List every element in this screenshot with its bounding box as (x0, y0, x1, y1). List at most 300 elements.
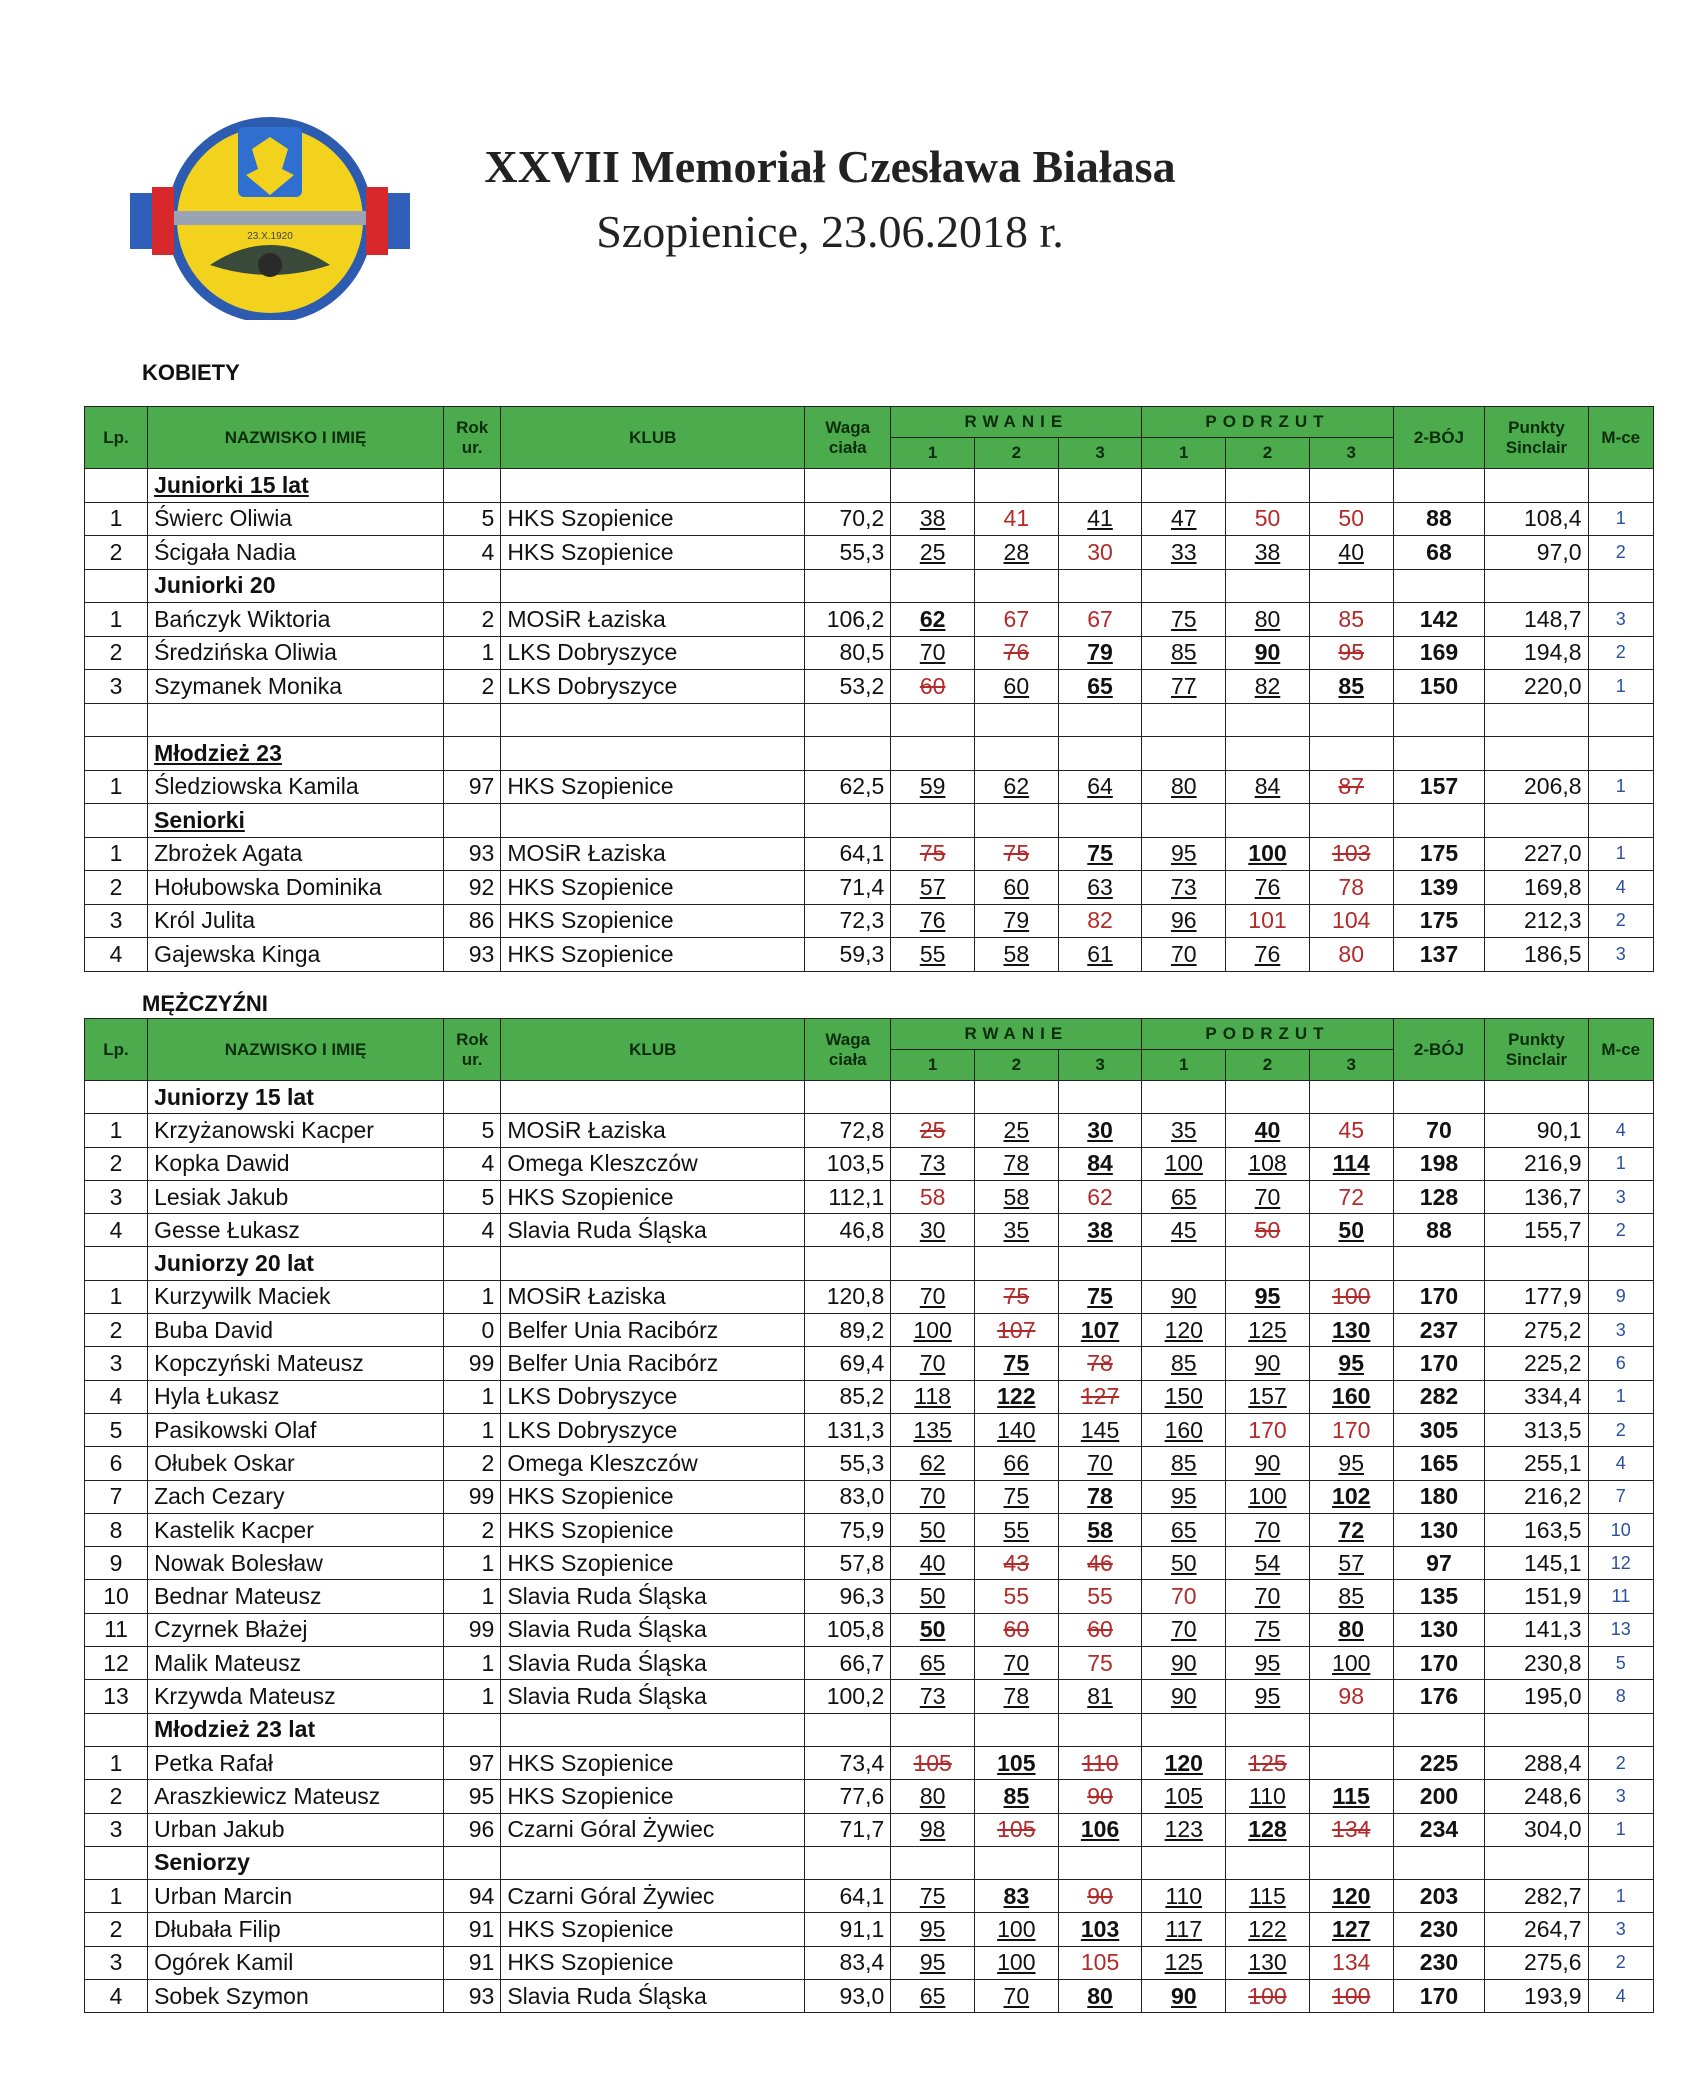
snatch-attempt-1 (891, 1913, 975, 1946)
cj-attempt-2 (1226, 1114, 1310, 1147)
sinclair-points: 275,2 (1485, 1314, 1588, 1347)
col-place-line1: M-ce (1601, 427, 1641, 447)
sinclair-points: 255,1 (1485, 1447, 1588, 1480)
snatch-attempt-3 (1058, 603, 1142, 637)
birth-year: 1 (443, 1547, 500, 1580)
federation-logo (130, 115, 410, 320)
sinclair-points: 194,8 (1485, 636, 1588, 670)
cj-attempt-1 (1142, 1180, 1226, 1213)
attempt-value: 25 (919, 1116, 946, 1143)
attempt-value: 65 (919, 1982, 946, 2009)
attempt-value: 55 (1003, 1583, 1030, 1610)
snatch-attempt-1 (891, 1214, 975, 1247)
attempt-value: 95 (919, 1916, 946, 1943)
body-weight: 64,1 (805, 1880, 891, 1913)
sinclair-points: 108,4 (1485, 502, 1588, 536)
club-name: HKS Szopienice (501, 1547, 805, 1580)
total-value: 130 (1393, 1613, 1485, 1646)
place-value: 1 (1588, 1380, 1653, 1413)
body-weight: 80,5 (805, 636, 891, 670)
empty-cell (1226, 1247, 1310, 1280)
attempt-value: 90 (1170, 1982, 1197, 2009)
results-table-men (84, 1018, 1654, 2013)
attempt-value: 100 (997, 1949, 1036, 1976)
empty-cell (805, 1081, 891, 1114)
attempt-value: 75 (1087, 1283, 1113, 1310)
attempt-value: 61 (1087, 940, 1113, 967)
empty-cell (85, 703, 148, 737)
attempt-value: 105 (997, 1749, 1036, 1776)
cj-attempt-2 (1226, 1813, 1310, 1846)
cj-attempt-3 (1309, 1280, 1393, 1313)
cj-attempt-3 (1309, 1347, 1393, 1380)
empty-cell (891, 703, 975, 737)
athlete-row (85, 603, 1654, 637)
sinclair-points: 304,0 (1485, 1813, 1588, 1846)
club-name: LKS Dobryszyce (501, 1380, 805, 1413)
col-klub-line1: KLUB (629, 1039, 677, 1059)
attempt-value: 85 (1170, 1350, 1197, 1377)
snatch-attempt-2 (974, 1547, 1058, 1580)
snatch-attempt-3 (1058, 1880, 1142, 1913)
cj-attempt-2 (1226, 502, 1310, 536)
cj-attempt-2 (1226, 770, 1310, 804)
empty-cell (1393, 569, 1485, 603)
place-value: 1 (1588, 670, 1653, 704)
lp-cell: 6 (85, 1447, 148, 1480)
snatch-attempt-2 (974, 1746, 1058, 1779)
snatch-attempt-1 (891, 670, 975, 704)
cj-attempt-2 (1226, 1980, 1310, 2013)
empty-cell (1142, 804, 1226, 838)
category-row (85, 737, 1654, 771)
club-name: Czarni Góral Żywiec (501, 1880, 805, 1913)
snatch-attempt-2 (974, 837, 1058, 871)
sinclair-points: 97,0 (1485, 536, 1588, 570)
cj-attempt-2 (1226, 1613, 1310, 1646)
category-label: Juniorki 15 lat (148, 469, 444, 503)
birth-year: 91 (443, 1946, 500, 1979)
cj-attempt-2 (1226, 1447, 1310, 1480)
attempt-value: 78 (1003, 1682, 1030, 1709)
attempt-value: 50 (1254, 505, 1281, 532)
lp-cell: 4 (85, 1380, 148, 1413)
total-value: 175 (1393, 837, 1485, 871)
empty-cell (1309, 703, 1393, 737)
empty-cell (85, 569, 148, 603)
attempt-value: 95 (1254, 1649, 1281, 1676)
empty-cell (1226, 1846, 1310, 1879)
category-label: Seniorzy (148, 1846, 444, 1879)
category-label: Młodzież 23 (148, 737, 444, 771)
snatch-attempt-3 (1058, 1980, 1142, 2013)
place-value: 3 (1588, 938, 1653, 972)
cj-attempt-2 (1226, 871, 1310, 905)
athlete-row (85, 1613, 1654, 1646)
col-podrzut: PODRZUT (1142, 407, 1393, 438)
club-name: Czarni Góral Żywiec (501, 1813, 805, 1846)
place-value: 1 (1588, 1147, 1653, 1180)
col-sinclair-line1: Punkty (1508, 1029, 1565, 1049)
club-name: Belfer Unia Racibórz (501, 1314, 805, 1347)
empty-cell (501, 1713, 805, 1746)
attempt-value: 76 (1003, 639, 1030, 666)
category-row (85, 1846, 1654, 1879)
attempt-value: 75 (1087, 840, 1113, 867)
attempt-value: 70 (1254, 1583, 1281, 1610)
attempt-value: 30 (1087, 1116, 1113, 1143)
attempt-value: 70 (1254, 1516, 1281, 1543)
cj-attempt-1 (1142, 1480, 1226, 1513)
lp-cell: 13 (85, 1680, 148, 1713)
attempt-value: 70 (1170, 940, 1197, 967)
snatch-attempt-2 (974, 1380, 1058, 1413)
birth-year: 94 (443, 1880, 500, 1913)
attempt-value: 47 (1170, 505, 1197, 532)
empty-cell (501, 737, 805, 771)
attempt-value: 82 (1087, 907, 1113, 934)
attempt-value: 100 (1248, 1982, 1287, 2009)
snatch-attempt-3 (1058, 1580, 1142, 1613)
empty-cell (1226, 804, 1310, 838)
cj-attempt-2 (1226, 636, 1310, 670)
club-name: LKS Dobryszyce (501, 1413, 805, 1446)
col-rwanie: RWANIE (891, 407, 1142, 438)
club-name: HKS Szopienice (501, 1513, 805, 1546)
total-value: 97 (1393, 1547, 1485, 1580)
snatch-attempt-2 (974, 1280, 1058, 1313)
cj-attempt-1 (1142, 603, 1226, 637)
col-waga-line1: Waga (825, 417, 871, 437)
empty-cell (501, 1081, 805, 1114)
athlete-row (85, 770, 1654, 804)
attempt-value: 50 (919, 1516, 946, 1543)
snatch-attempt-2 (974, 1147, 1058, 1180)
attempt-value: 65 (1170, 1516, 1197, 1543)
attempt-value: 70 (919, 639, 946, 666)
lp-cell: 11 (85, 1613, 148, 1646)
cj-attempt-2 (1226, 1946, 1310, 1979)
cj-attempt-2 (1226, 1746, 1310, 1779)
place-value: 9 (1588, 1280, 1653, 1313)
total-value: 137 (1393, 938, 1485, 972)
birth-year: 95 (443, 1780, 500, 1813)
attempt-value: 41 (1087, 505, 1113, 532)
athlete-name: Urban Jakub (148, 1813, 444, 1846)
cj-attempt-1 (1142, 1880, 1226, 1913)
athlete-row (85, 837, 1654, 871)
athlete-name: Kurzywilk Maciek (148, 1280, 444, 1313)
attempt-value: 100 (1332, 1982, 1371, 2009)
lp-cell: 3 (85, 904, 148, 938)
body-weight: 112,1 (805, 1180, 891, 1213)
sinclair-points: 275,6 (1485, 1946, 1588, 1979)
total-value: 305 (1393, 1413, 1485, 1446)
body-weight: 83,4 (805, 1946, 891, 1979)
attempt-value: 70 (1087, 1449, 1113, 1476)
attempt-value: 70 (919, 1483, 946, 1510)
place-value: 8 (1588, 1680, 1653, 1713)
cj-attempt-3 (1309, 1746, 1393, 1779)
category-label: Seniorki (148, 804, 444, 838)
cj-attempt-2 (1226, 1580, 1310, 1613)
snatch-attempt-3 (1058, 1114, 1142, 1147)
body-weight: 53,2 (805, 670, 891, 704)
athlete-row (85, 1180, 1654, 1213)
attempt-value: 80 (1338, 1616, 1365, 1643)
cj-attempt-2 (1226, 1380, 1310, 1413)
empty-cell (974, 804, 1058, 838)
snatch-attempt-2 (974, 1214, 1058, 1247)
body-weight: 73,4 (805, 1746, 891, 1779)
attempt-value: 83 (1003, 1882, 1030, 1909)
snatch-attempt-3 (1058, 1813, 1142, 1846)
snatch-attempt-2 (974, 1513, 1058, 1546)
cj-attempt-1 (1142, 938, 1226, 972)
cj-attempt-3 (1309, 1413, 1393, 1446)
total-value: 169 (1393, 636, 1485, 670)
total-value: 230 (1393, 1913, 1485, 1946)
attempt-value: 100 (1248, 1483, 1287, 1510)
attempt-value: 70 (919, 1350, 946, 1377)
snatch-attempt-1 (891, 1314, 975, 1347)
empty-cell (501, 569, 805, 603)
sinclair-points: 288,4 (1485, 1746, 1588, 1779)
empty-cell (1393, 1247, 1485, 1280)
snatch-attempt-2 (974, 1880, 1058, 1913)
athlete-row (85, 1680, 1654, 1713)
snatch-attempt-1 (891, 1513, 975, 1546)
attempt-value: 115 (1249, 1882, 1286, 1909)
col-klub (501, 407, 805, 469)
snatch-attempt-2 (974, 1347, 1058, 1380)
attempt-value: 128 (1248, 1816, 1287, 1843)
attempt-value: 58 (1003, 1183, 1030, 1210)
athlete-row (85, 1980, 1654, 2013)
sinclair-points: 313,5 (1485, 1413, 1588, 1446)
empty-cell (85, 1846, 148, 1879)
sinclair-points: 248,6 (1485, 1780, 1588, 1813)
sinclair-points: 216,9 (1485, 1147, 1588, 1180)
cj-attempt-3 (1309, 1147, 1393, 1180)
body-weight: 66,7 (805, 1647, 891, 1680)
attempt-value: 90 (1254, 639, 1281, 666)
empty-cell (1309, 1713, 1393, 1746)
total-value: 157 (1393, 770, 1485, 804)
col-rwanie-1: 1 (891, 1050, 975, 1081)
athlete-name: Hyla Łukasz (148, 1380, 444, 1413)
snatch-attempt-1 (891, 770, 975, 804)
sinclair-points: 148,7 (1485, 603, 1588, 637)
cj-attempt-3 (1309, 938, 1393, 972)
attempt-value: 75 (1003, 1283, 1030, 1310)
cj-attempt-2 (1226, 938, 1310, 972)
attempt-value: 145 (1080, 1416, 1120, 1443)
club-name: Slavia Ruda Śląska (501, 1214, 805, 1247)
attempt-value: 85 (1003, 1782, 1030, 1809)
birth-year: 91 (443, 1913, 500, 1946)
total-value: 198 (1393, 1147, 1485, 1180)
total-value: 170 (1393, 1647, 1485, 1680)
empty-cell (501, 469, 805, 503)
cj-attempt-3 (1309, 1480, 1393, 1513)
col-dwuboj-line1: 2-BÓJ (1413, 1039, 1464, 1059)
body-weight: 75,9 (805, 1513, 891, 1546)
birth-year: 1 (443, 636, 500, 670)
attempt-value: 59 (919, 773, 946, 800)
lp-cell: 10 (85, 1580, 148, 1613)
empty-cell (1142, 1081, 1226, 1114)
birth-year: 2 (443, 670, 500, 704)
empty-cell (974, 1247, 1058, 1280)
col-sinclair (1485, 407, 1588, 469)
empty-cell (1226, 703, 1310, 737)
snatch-attempt-1 (891, 1547, 975, 1580)
col-dwuboj-line1: 2-BÓJ (1413, 427, 1464, 447)
section-women-label: KOBIETY (142, 360, 240, 385)
empty-cell (1058, 1081, 1142, 1114)
attempt-value: 58 (1087, 1516, 1113, 1543)
empty-cell (1393, 1846, 1485, 1879)
place-value: 2 (1588, 636, 1653, 670)
empty-cell (443, 1081, 500, 1114)
athlete-name: Bednar Mateusz (148, 1580, 444, 1613)
attempt-value: 157 (1248, 1383, 1287, 1410)
empty-cell (1485, 804, 1588, 838)
attempt-value: 50 (919, 1583, 946, 1610)
body-weight: 72,3 (805, 904, 891, 938)
attempt-value: 55 (1003, 1516, 1030, 1543)
athlete-name: Ścigała Nadia (148, 536, 444, 570)
empty-cell (443, 1247, 500, 1280)
attempt-value: 82 (1254, 672, 1281, 699)
athlete-name: Król Julita (148, 904, 444, 938)
birth-year: 93 (443, 1980, 500, 2013)
club-name: Omega Kleszczów (501, 1447, 805, 1480)
cj-attempt-1 (1142, 837, 1226, 871)
sinclair-points: 334,4 (1485, 1380, 1588, 1413)
cj-attempt-1 (1142, 1114, 1226, 1147)
lp-cell: 2 (85, 1147, 148, 1180)
attempt-value: 160 (1164, 1416, 1203, 1443)
birth-year: 5 (443, 502, 500, 536)
attempt-value: 46 (1087, 1549, 1113, 1576)
attempt-value: 75 (1003, 1350, 1030, 1377)
snatch-attempt-2 (974, 871, 1058, 905)
lp-cell: 3 (85, 1180, 148, 1213)
attempt-value: 67 (1087, 605, 1113, 632)
attempt-value: 70 (919, 1283, 946, 1310)
birth-year: 4 (443, 536, 500, 570)
col-rok (443, 1019, 500, 1081)
body-weight: 93,0 (805, 1980, 891, 2013)
total-value: 170 (1393, 1980, 1485, 2013)
col-rwanie-2: 2 (974, 1050, 1058, 1081)
snatch-attempt-3 (1058, 1780, 1142, 1813)
snatch-attempt-2 (974, 1813, 1058, 1846)
snatch-attempt-2 (974, 1680, 1058, 1713)
col-rwanie-1: 1 (891, 438, 975, 469)
empty-cell (1485, 737, 1588, 771)
results-table-women (84, 406, 1654, 972)
attempt-value: 75 (1003, 840, 1030, 867)
snatch-attempt-3 (1058, 1413, 1142, 1446)
cj-attempt-3 (1309, 670, 1393, 704)
attempt-value: 67 (1003, 605, 1030, 632)
attempt-value: 95 (1338, 639, 1365, 666)
birth-year: 97 (443, 770, 500, 804)
snatch-attempt-2 (974, 1580, 1058, 1613)
attempt-value: 122 (1248, 1916, 1287, 1943)
attempt-value: 110 (1081, 1749, 1119, 1776)
cj-attempt-3 (1309, 1980, 1393, 2013)
athlete-name: Ogórek Kamil (148, 1946, 444, 1979)
snatch-attempt-2 (974, 770, 1058, 804)
athlete-row (85, 1780, 1654, 1813)
athlete-row (85, 1746, 1654, 1779)
attempt-value: 95 (1254, 1682, 1281, 1709)
attempt-value: 80 (1254, 605, 1281, 632)
snatch-attempt-3 (1058, 1647, 1142, 1680)
empty-cell (85, 1247, 148, 1280)
empty-cell (1485, 1247, 1588, 1280)
document-title: XXVII Memoriał Czesława Białasa (484, 141, 1176, 192)
empty-cell (805, 1247, 891, 1280)
snatch-attempt-2 (974, 1413, 1058, 1446)
attempt-value: 101 (1248, 907, 1287, 934)
attempt-value: 50 (919, 1616, 946, 1643)
attempt-value: 108 (1248, 1150, 1287, 1177)
cj-attempt-2 (1226, 1513, 1310, 1546)
attempt-value: 130 (1332, 1316, 1371, 1343)
snatch-attempt-3 (1058, 770, 1142, 804)
sinclair-points: 264,7 (1485, 1913, 1588, 1946)
empty-cell (805, 469, 891, 503)
snatch-attempt-3 (1058, 1480, 1142, 1513)
athlete-name: Zach Cezary (148, 1480, 444, 1513)
empty-cell (974, 569, 1058, 603)
attempt-value: 95 (919, 1949, 946, 1976)
cj-attempt-2 (1226, 1780, 1310, 1813)
athlete-row (85, 1214, 1654, 1247)
attempt-value: 125 (1248, 1749, 1287, 1776)
empty-cell (1588, 737, 1653, 771)
attempt-value: 170 (1332, 1416, 1371, 1443)
category-row (85, 804, 1654, 838)
attempt-value: 63 (1087, 873, 1113, 900)
cj-attempt-2 (1226, 1647, 1310, 1680)
attempt-value: 30 (1087, 538, 1113, 565)
col-podrzut-2: 2 (1226, 1050, 1310, 1081)
attempt-value: 50 (1338, 505, 1365, 532)
snatch-attempt-3 (1058, 1380, 1142, 1413)
club-name: Omega Kleszczów (501, 1147, 805, 1180)
attempt-value: 140 (997, 1416, 1036, 1443)
lp-cell: 3 (85, 670, 148, 704)
athlete-name: Petka Rafał (148, 1746, 444, 1779)
snatch-attempt-3 (1058, 1513, 1142, 1546)
cj-attempt-1 (1142, 1147, 1226, 1180)
attempt-value: 90 (1087, 1782, 1113, 1809)
attempt-value: 73 (1170, 873, 1197, 900)
empty-cell (1393, 703, 1485, 737)
sinclair-points: 282,7 (1485, 1880, 1588, 1913)
empty-cell (1588, 469, 1653, 503)
athlete-row (85, 1480, 1654, 1513)
total-value: 68 (1393, 536, 1485, 570)
cj-attempt-3 (1309, 603, 1393, 637)
birth-year: 1 (443, 1380, 500, 1413)
